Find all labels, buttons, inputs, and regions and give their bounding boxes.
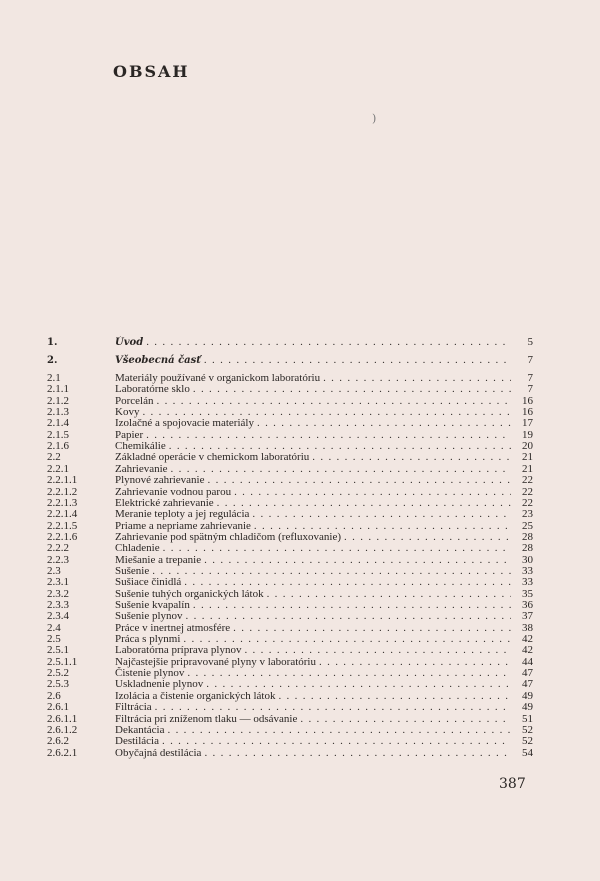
toc-entry-title: Priame a nepriame zahrievanie [115, 519, 251, 532]
toc-entry-page: 22 [522, 485, 533, 498]
toc-entry-number: 2.2.1.4 [47, 508, 78, 521]
dot-leader [204, 747, 511, 760]
toc-entry-title: Zahrievanie vodnou parou [115, 485, 232, 498]
toc-entry-number: 2.6 [47, 689, 61, 702]
toc-entry-title: Elektrické zahrievanie [115, 496, 214, 509]
toc-entry-page: 17 [522, 417, 533, 430]
toc-entry-number: 2.2.1.1 [47, 474, 78, 487]
toc-entry-number: 2.3.2 [47, 587, 69, 600]
toc-entry-title: Laboratórne sklo [115, 383, 190, 396]
toc-entry-page: 52 [522, 735, 533, 748]
toc-entry-title: Destilácia [115, 735, 159, 748]
toc-entry-title: Obyčajná destilácia [115, 746, 202, 759]
toc-entry-page: 28 [522, 530, 533, 543]
toc-entry-number: 2.5.2 [47, 667, 69, 680]
toc-entry-number: 2. [47, 355, 58, 366]
toc-entry [0, 354, 600, 367]
toc-entry-number: 2.1 [47, 372, 61, 384]
toc-entry-title: Úvod [115, 337, 144, 348]
dot-leader [204, 354, 511, 367]
toc-entry-page: 54 [522, 746, 533, 759]
toc-entry-page: 21 [522, 451, 533, 464]
toc-entry-page: 42 [522, 644, 533, 657]
toc-entry-page: 5 [527, 336, 533, 348]
toc-entry-title: Chemikálie [115, 440, 166, 453]
dot-leader [146, 336, 511, 349]
toc-entry-number: 2.5 [47, 633, 61, 646]
toc-entry-title: Chladenie [115, 542, 160, 555]
toc-entry-title: Laboratórna príprava plynov [115, 644, 242, 657]
toc-entry-page: 23 [522, 508, 533, 521]
toc-entry-number: 2.2.1.3 [47, 496, 78, 509]
toc-entry-number: 2.5.1 [47, 644, 69, 657]
toc-entry-page: 52 [522, 723, 533, 736]
toc-entry-page: 21 [522, 462, 533, 475]
toc-entry-number: 2.6.1.2 [47, 723, 78, 736]
toc-entry-title: Miešanie a trepanie [115, 553, 202, 566]
toc-entry-title: Sušiace činidlá [115, 576, 182, 589]
toc-entry-number: 2.1.3 [47, 406, 69, 419]
toc-entry-title: Zahrievanie pod spätným chladičom (refluxovanie) [115, 530, 342, 543]
toc-entry-page: 22 [522, 474, 533, 487]
toc-entry-number: 2.2.1 [47, 462, 69, 475]
toc-entry-title: Plynové zahrievanie [115, 474, 205, 487]
toc-entry-page: 49 [522, 689, 533, 702]
toc-entry-number: 2.6.1.1 [47, 712, 78, 725]
toc-entry-title: Sušenie [115, 564, 150, 577]
toc-entry-title: Práce v inertnej atmosfére [115, 621, 231, 634]
toc-entry-number: 2.1.4 [47, 417, 69, 430]
toc-entry-page: 33 [522, 564, 533, 577]
toc-entry-number: 2.1.1 [47, 383, 69, 396]
toc-entry-number: 2.6.1 [47, 701, 69, 714]
toc-entry-page: 19 [522, 428, 533, 441]
toc-entry-page: 25 [522, 519, 533, 532]
toc-entry-page: 47 [522, 667, 533, 680]
toc-entry-page: 51 [522, 712, 533, 725]
toc-entry-number: 1. [47, 337, 58, 348]
toc-entry-title: Práca s plynmi [115, 633, 181, 646]
toc-entry-title: Všeobecná časť [115, 355, 201, 366]
toc-entry-title: Najčastejšie pripravované plyny v laboratóriu [115, 655, 316, 668]
toc-entry-title: Čistenie plynov [115, 667, 185, 680]
toc-entry-page: 16 [522, 394, 533, 407]
toc-entry-line [115, 747, 533, 760]
page-number: 387 [499, 776, 526, 792]
toc-entry-number: 2.1.6 [47, 440, 69, 453]
toc-entry-page: 33 [522, 576, 533, 589]
toc-entry-page: 7 [527, 354, 533, 366]
toc-entry-title: Meranie teploty a jej regulácia [115, 508, 250, 521]
toc-entry-title: Filtrácia [115, 701, 152, 714]
toc-entry-title: Materiály používané v organickom laboratóriu [115, 372, 321, 384]
toc-entry-title: Porcelán [115, 394, 154, 407]
toc-entry-page: 22 [522, 496, 533, 509]
toc-entry-page: 44 [522, 655, 533, 668]
toc-entry-page: 30 [522, 553, 533, 566]
toc-entry-page: 37 [522, 610, 533, 623]
toc-entry-title: Izolačné a spojovacie materiály [115, 417, 254, 430]
toc-entry-title: Zahrievanie [115, 462, 168, 475]
toc-entry-line [115, 336, 533, 349]
toc-entry-number: 2.3.1 [47, 576, 69, 589]
stray-mark: ) [372, 112, 377, 125]
toc-entry-number: 2.2 [47, 451, 61, 464]
toc-entry-number: 2.2.1.5 [47, 519, 78, 532]
toc-entry-page: 16 [522, 406, 533, 419]
toc-entry-title: Základné operácie v chemickom laboratóriu [115, 451, 310, 464]
toc-entry-number: 2.1.2 [47, 394, 69, 407]
toc-entry-page: 49 [522, 701, 533, 714]
toc-entry-number: 2.2.1.2 [47, 485, 78, 498]
toc-entry-line [115, 354, 533, 367]
toc-entry-page: 47 [522, 678, 533, 691]
toc-entry-page: 7 [527, 372, 533, 384]
toc-entry-number: 2.3 [47, 564, 61, 577]
toc-entry-number: 2.3.4 [47, 610, 69, 623]
toc-entry-number: 2.2.2 [47, 542, 69, 555]
toc-entry-title: Dekantácia [115, 723, 165, 736]
toc-entry-page: 42 [522, 633, 533, 646]
toc-entry [0, 336, 600, 349]
toc-entry-title: Sušenie tuhých organických látok [115, 587, 264, 600]
toc-entry-number: 2.6.2.1 [47, 746, 78, 759]
page-title: OBSAH [113, 62, 190, 81]
toc-entry-title: Papier [115, 428, 144, 441]
toc-entry-title: Sušenie plynov [115, 610, 183, 623]
toc-entry-page: 20 [522, 440, 533, 453]
toc-entry-number: 2.1.5 [47, 428, 69, 441]
toc-entry-title: Kovy [115, 406, 140, 419]
toc-entry-number: 2.4 [47, 621, 61, 634]
toc-entry-page: 35 [522, 587, 533, 600]
toc-entry-page: 38 [522, 621, 533, 634]
toc-entry-page: 7 [527, 383, 533, 396]
toc-entry-title: Filtrácia pri zníženom tlaku — odsávanie [115, 712, 298, 725]
toc-entry-title: Sušenie kvapalín [115, 599, 190, 611]
toc-entry-number: 2.3.3 [47, 599, 69, 611]
toc-entry-title: Uskladnenie plynov [115, 678, 204, 691]
toc-entry-number: 2.6.2 [47, 735, 69, 748]
toc-entry-title: Izolácia a čistenie organických látok [115, 689, 276, 702]
toc-entry-number: 2.5.1.1 [47, 655, 78, 668]
toc-entry-number: 2.5.3 [47, 678, 69, 691]
toc-entry-page: 36 [522, 599, 533, 611]
toc-entry-number: 2.2.3 [47, 553, 69, 566]
toc-entry [0, 747, 600, 760]
toc-entry-number: 2.2.1.6 [47, 530, 78, 543]
toc-entry-page: 28 [522, 542, 533, 555]
